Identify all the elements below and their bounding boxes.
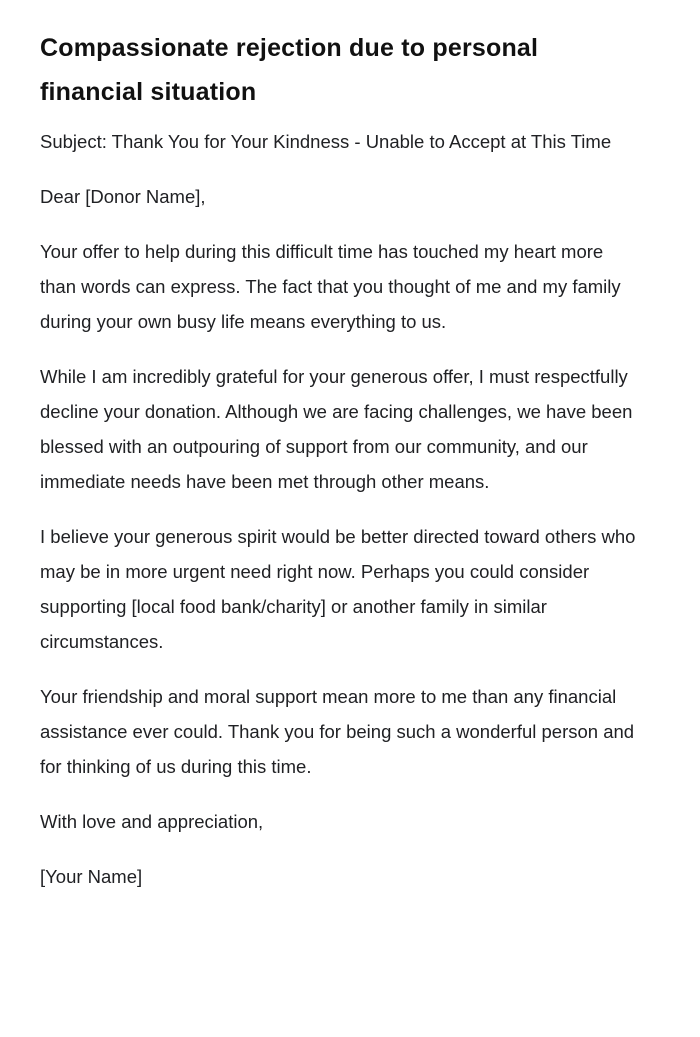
closing-line: With love and appreciation, xyxy=(40,811,264,832)
signature-placeholder: [Your Name] xyxy=(40,866,143,887)
body-paragraph-1: Your offer to help during this difficult time has touched my heart more than words can express. The fact that you thought of me and my family during your own busy life means everything to us. xyxy=(40,241,621,332)
subject-line: Subject: Thank You for Your Kindness - Unable to Accept at This Time xyxy=(40,131,612,152)
body-paragraph-4: Your friendship and moral support mean more to me than any financial assistance ever could. Thank you for being such a wonderful person and for thinking of us during this time. xyxy=(40,686,635,777)
body-paragraph-3: I believe your generous spirit would be better directed toward others who may be in more urgent need right now. Perhaps you could consider supporting [local food bank/charity] or another family in similar circumstances. xyxy=(40,526,636,652)
salutation: Dear [Donor Name], xyxy=(40,186,206,207)
page-title: Compassionate rejection due to personal financial situation xyxy=(40,34,539,106)
body-paragraph-2: While I am incredibly grateful for your generous offer, I must respectfully decline your donation. Although we are facing challenges, we have been blessed with an outpouring of support from our community, and our immediate needs have been met through other means. xyxy=(40,366,633,492)
